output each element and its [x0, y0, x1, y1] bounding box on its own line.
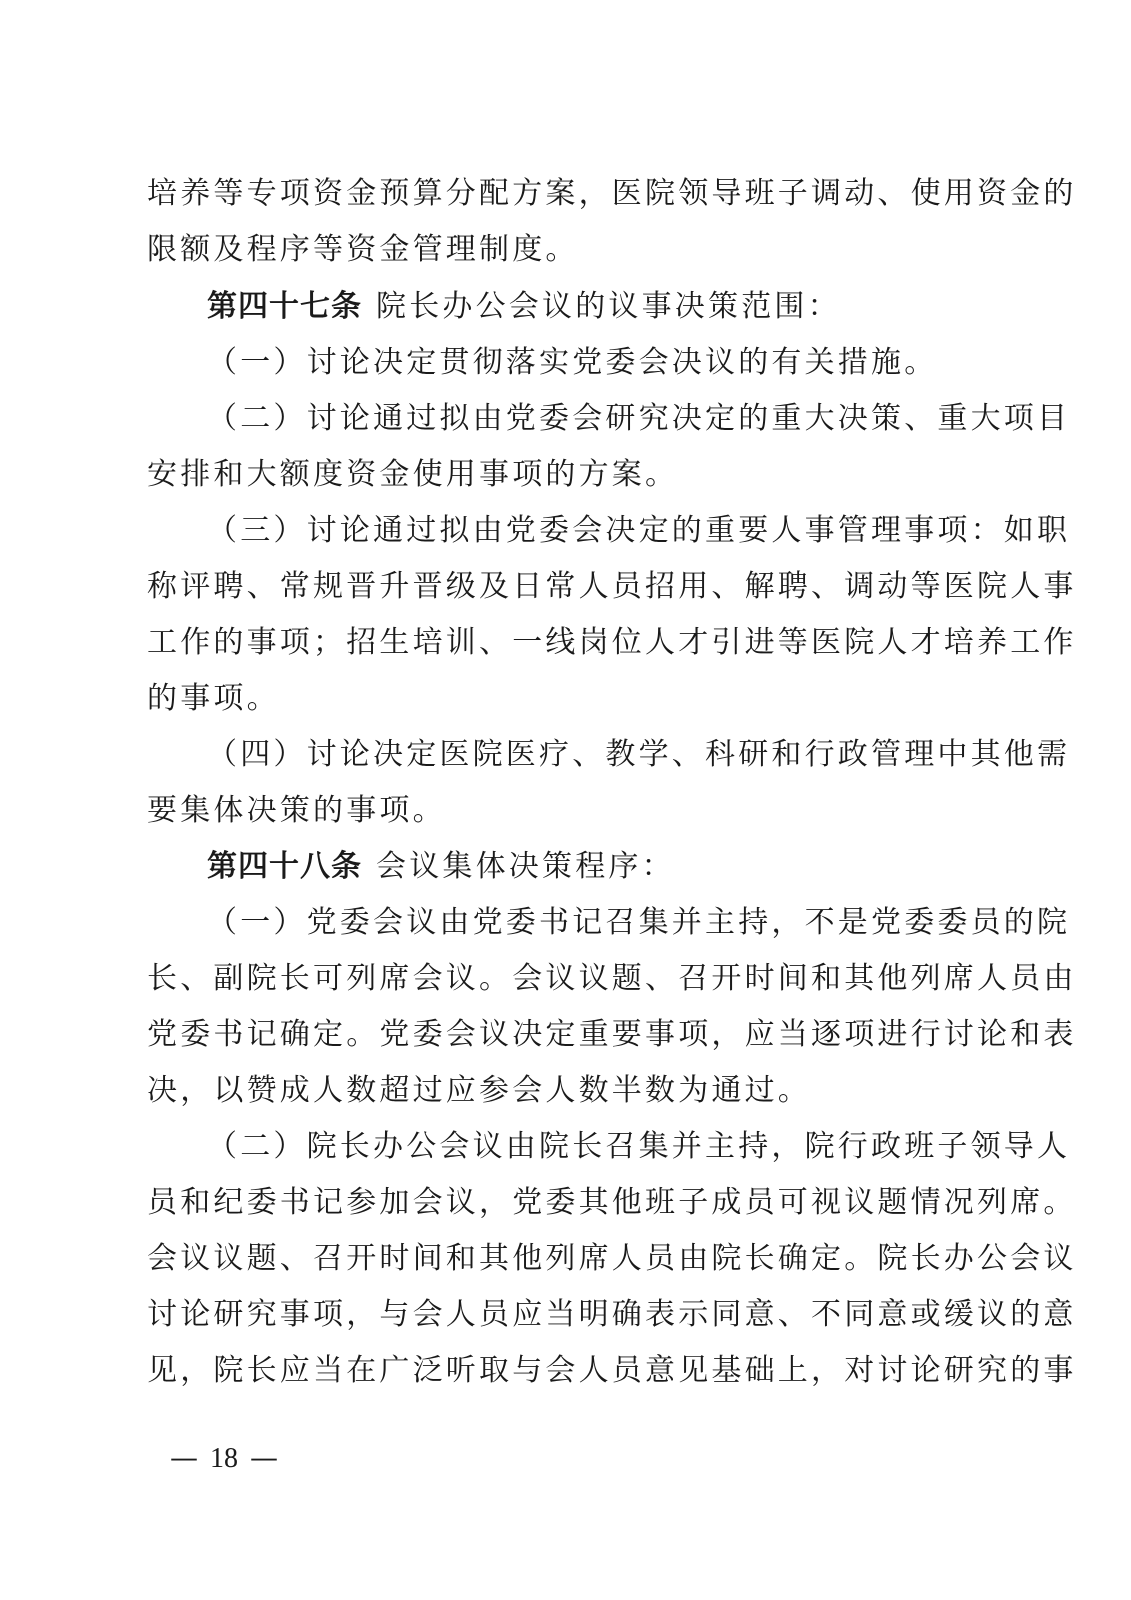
body-line: （二）讨论通过拟由党委会研究决定的重大决策、重大项目 [207, 401, 1071, 436]
body-line: 见，院长应当在广泛听取与会人员意见基础上，对讨论研究的事 [147, 1353, 1077, 1388]
body-line: （三）讨论通过拟由党委会决定的重要人事管理事项：如职 [207, 513, 1071, 548]
footer-dash-left: — [170, 1441, 198, 1474]
body-line: （二）院长办公会议由院长召集并主持，院行政班子领导人 [207, 1129, 1071, 1164]
body-line: 工作的事项；招生培训、一线岗位人才引进等医院人才培养工作 [147, 625, 1077, 660]
body-line: 培养等专项资金预算分配方案，医院领导班子调动、使用资金的 [147, 176, 1077, 211]
article-47-number: 第四十七条 [207, 289, 362, 324]
article-47-heading [207, 287, 967, 327]
body-line: 安排和大额度资金使用事项的方案。 [147, 457, 679, 492]
body-line: （一）党委会议由党委书记召集并主持，不是党委委员的院 [207, 905, 1071, 940]
body-line: （四）讨论决定医院医疗、教学、科研和行政管理中其他需 [207, 737, 1071, 772]
body-line: 党委书记确定。党委会议决定重要事项，应当逐项进行讨论和表 [147, 1017, 1077, 1052]
page-footer [170, 1438, 278, 1479]
article-48-heading [207, 847, 967, 887]
article-48-text: 会议集体决策程序： [376, 849, 675, 884]
body-line: 员和纪委书记参加会议，党委其他班子成员可视议题情况列席。 [147, 1185, 1077, 1220]
article-48-number: 第四十八条 [207, 849, 362, 884]
page-number: 18 [210, 1443, 238, 1474]
body-line: 会议议题、召开时间和其他列席人员由院长确定。院长办公会议 [147, 1241, 1077, 1276]
body-line: （一）讨论决定贯彻落实党委会决议的有关措施。 [207, 345, 938, 380]
body-line: 称评聘、常规晋升晋级及日常人员招用、解聘、调动等医院人事 [147, 569, 1077, 604]
body-line: 长、副院长可列席会议。会议议题、召开时间和其他列席人员由 [147, 961, 1077, 996]
body-line: 讨论研究事项，与会人员应当明确表示同意、不同意或缓议的意 [147, 1297, 1077, 1332]
body-line: 要集体决策的事项。 [147, 793, 446, 828]
article-47-text: 院长办公会议的议事决策范围： [376, 289, 841, 324]
body-line: 限额及程序等资金管理制度。 [147, 232, 579, 267]
body-line: 的事项。 [147, 681, 280, 716]
footer-dash-right: — [250, 1441, 278, 1474]
body-line: 决，以赞成人数超过应参会人数半数为通过。 [147, 1073, 811, 1108]
